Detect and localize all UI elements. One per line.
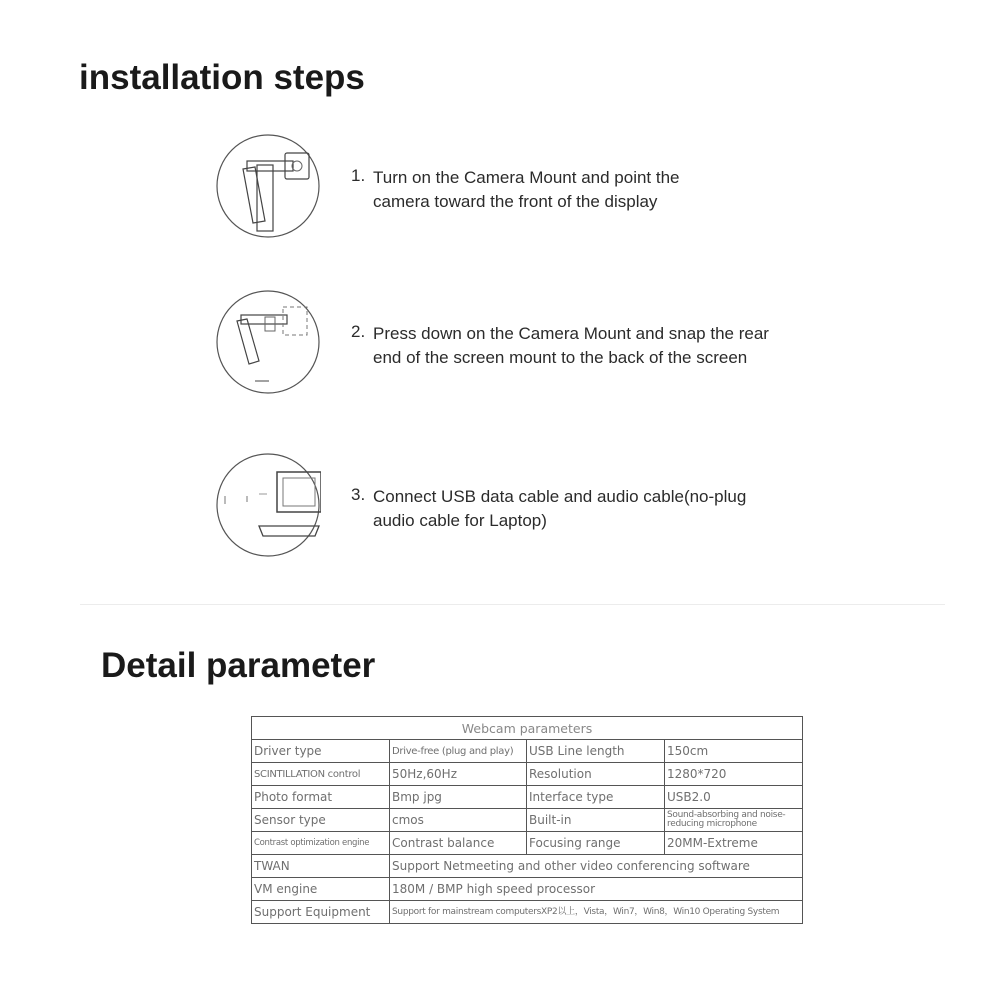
step-text-line: Connect USB data cable and audio cable(no-plug [373,487,747,506]
table-cell: 20MM-Extreme [665,832,803,855]
step-text [373,322,833,370]
laptop-icon [215,452,321,558]
table-cell: 180M / BMP high speed processor [390,878,803,901]
table-cell: Support for mainstream computersXP2以上，Vista，Win7，Win8，Win10 Operating System [390,901,803,924]
installation-steps-title: installation steps [79,58,365,97]
table-cell: TWAN [252,855,390,878]
step-text-line: camera toward the front of the display [373,192,658,211]
table-cell: Driver type [252,740,390,763]
table-caption: Webcam parameters [252,717,803,740]
table-cell: USB2.0 [665,786,803,809]
table-cell: 1280*720 [665,763,803,786]
table-cell: USB Line length [527,740,665,763]
table-cell: Sound-absorbing and noise-reducing microphone [665,809,803,832]
table-cell: Support Equipment [252,901,390,924]
table-cell: SCINTILLATION control [252,763,390,786]
step-text-line: audio cable for Laptop) [373,511,547,530]
table-row [252,855,803,878]
table-cell: Contrast optimization engine [252,832,390,855]
table-cell: Built-in [527,809,665,832]
screen-mount-icon [215,289,321,395]
step-text [373,166,833,214]
detail-parameter-title: Detail parameter [101,646,376,685]
camera-mount-icon [215,133,321,239]
table-row [252,763,803,786]
step-text [373,485,833,533]
table-row [252,786,803,809]
step-number: 3. [351,485,366,504]
step-number: 1. [351,166,366,185]
install-step-1 [215,133,835,243]
table-cell: VM engine [252,878,390,901]
table-cell: 50Hz,60Hz [390,763,527,786]
install-step-2 [215,289,835,399]
table-row [252,901,803,924]
table-cell: Sensor type [252,809,390,832]
table-cell: 150cm [665,740,803,763]
webcam-parameters-table [251,716,803,924]
table-cell: Photo format [252,786,390,809]
table-cell: Drive-free (plug and play) [390,740,527,763]
section-divider [80,604,945,605]
step-number: 2. [351,322,366,341]
table-cell: Focusing range [527,832,665,855]
table-cell: Resolution [527,763,665,786]
table-caption-row [252,717,803,740]
step-text-line: end of the screen mount to the back of the screen [373,348,748,367]
table-row [252,878,803,901]
table-cell: Interface type [527,786,665,809]
table-cell: cmos [390,809,527,832]
install-step-3 [215,452,835,562]
step-text-line: Turn on the Camera Mount and point the [373,168,680,187]
table-row [252,740,803,763]
table-cell: Contrast balance [390,832,527,855]
table-cell: Support Netmeeting and other video conferencing software [390,855,803,878]
table-row [252,832,803,855]
table-row [252,809,803,832]
step-text-line: Press down on the Camera Mount and snap the rear [373,324,769,343]
table-cell: Bmp jpg [390,786,527,809]
